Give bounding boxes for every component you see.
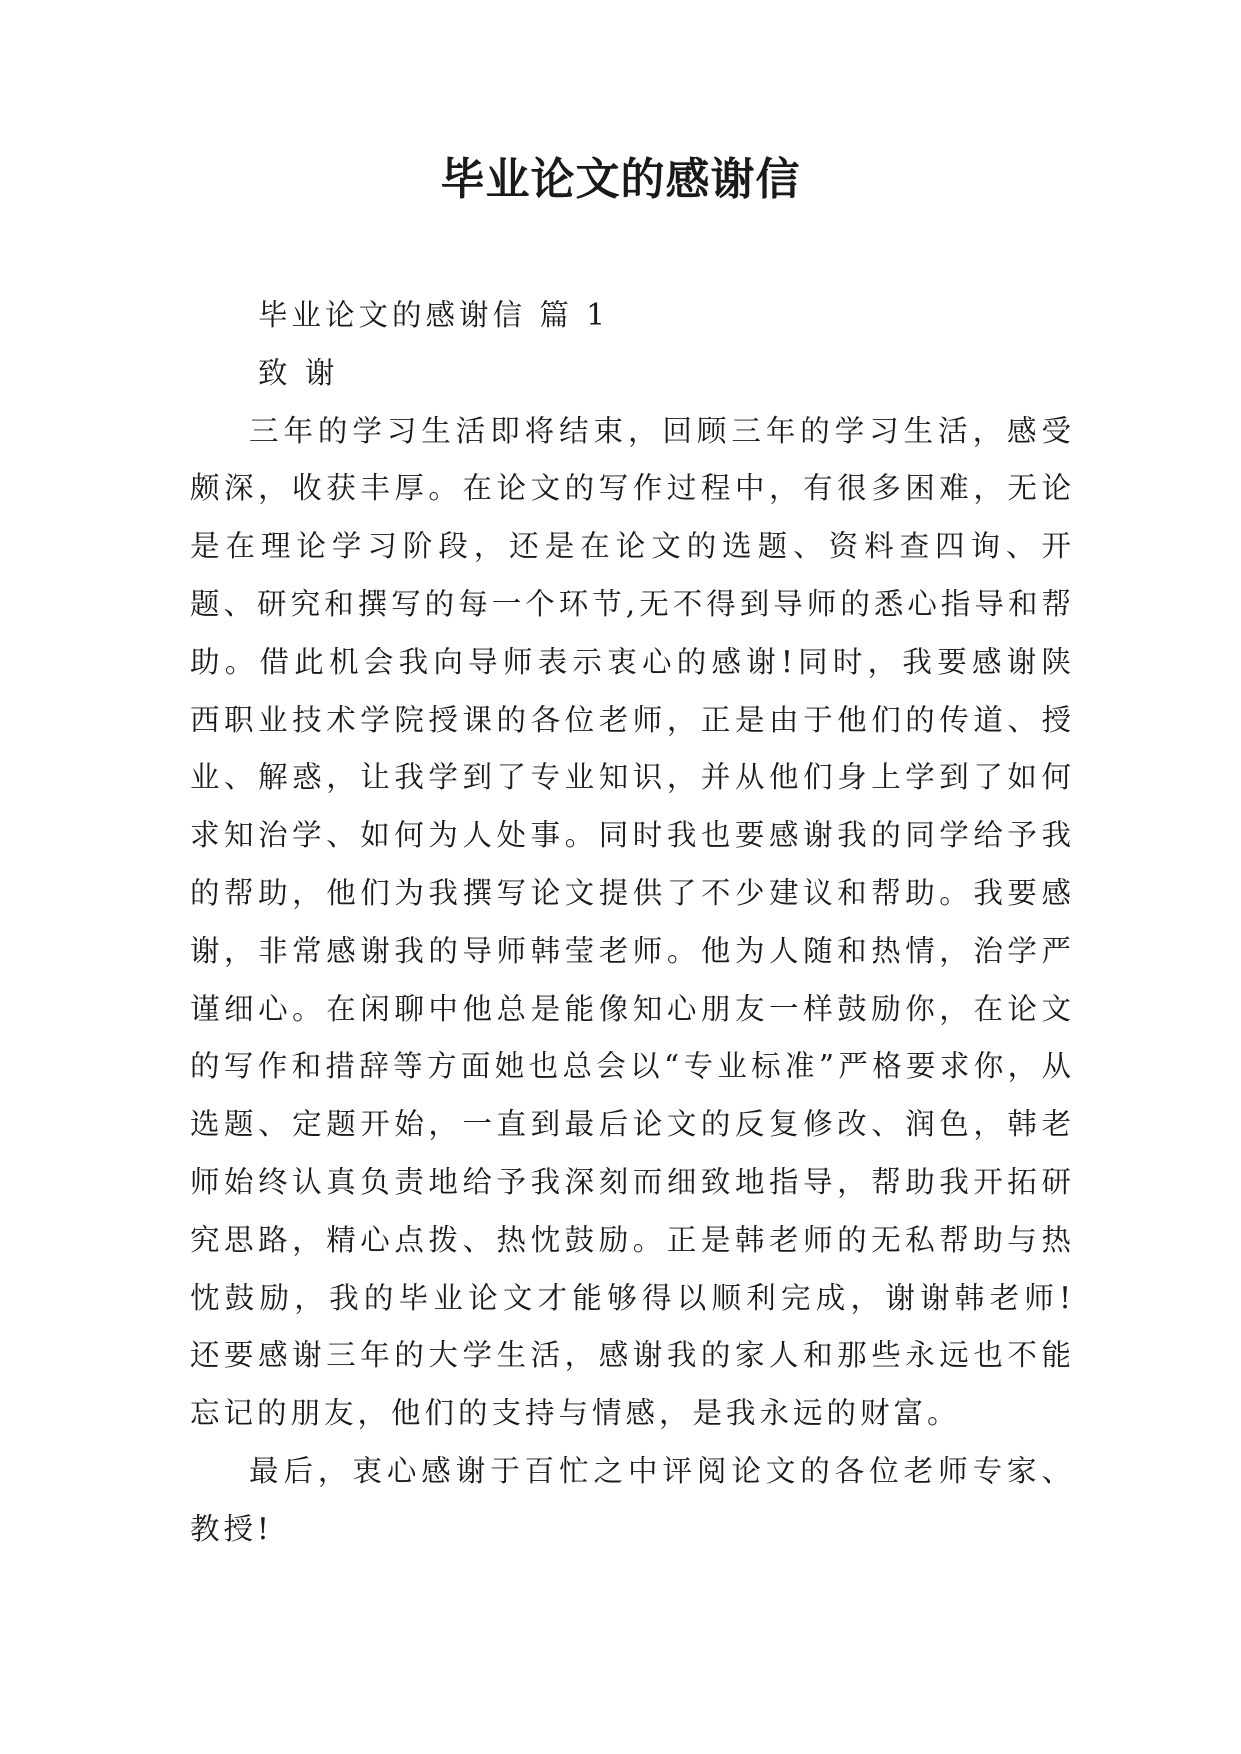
document-title: 毕业论文的感谢信 xyxy=(440,154,801,205)
section-heading: 毕业论文的感谢信 篇 1 xyxy=(258,298,610,332)
salutation: 致 谢 xyxy=(258,355,339,390)
body-paragraph: 三年的学习生活即将结束，回顾三年的学习生活，感受颇深，收获丰厚。在论文的写作过程中，有很多困难，无论是在理论学习阶段，还是在论文的选题、资料查四询、开题、研究和撰写的每一个环节,无不得到导师的悉心指导和帮助。借此机会我向导师表示衷心的感谢!同时，我要感谢陕西职业技术学院授课的各位老师，正是由于他们的传道、授业、解惑，让我学到了专业知识，并从他们身上学到了如何求知治学、如何为人处事。同时我也要感谢我的同学给予我的帮助，他们为我撰写论文提供了不少建议和帮助。我要感谢，非常感谢我的导师韩莹老师。他为人随和热情，治学严谨细心。在闲聊中他总是能像知心朋友一样鼓励你，在论文的写作和措辞等方面她也总会以“专业标准”严格要求你，从选题、定题开始，一直到最后论文的反复修改、润色，韩老师始终认真负责地给予我深刻而细致地指导，帮助我开拓研究思路，精心点拨、热忱鼓励。正是韩老师的无私帮助与热忱鼓励，我的毕业论文才能够得以顺利完成，谢谢韩老师!还要感谢三年的大学生活，感谢我的家人和那些永远也不能忘记的朋友，他们的支持与情感，是我永远的财富。 xyxy=(190,413,1075,1431)
closing-paragraph: 最后，衷心感谢于百忙之中评阅论文的各位老师专家、教授! xyxy=(190,1453,1075,1546)
document-body xyxy=(190,287,1075,1559)
